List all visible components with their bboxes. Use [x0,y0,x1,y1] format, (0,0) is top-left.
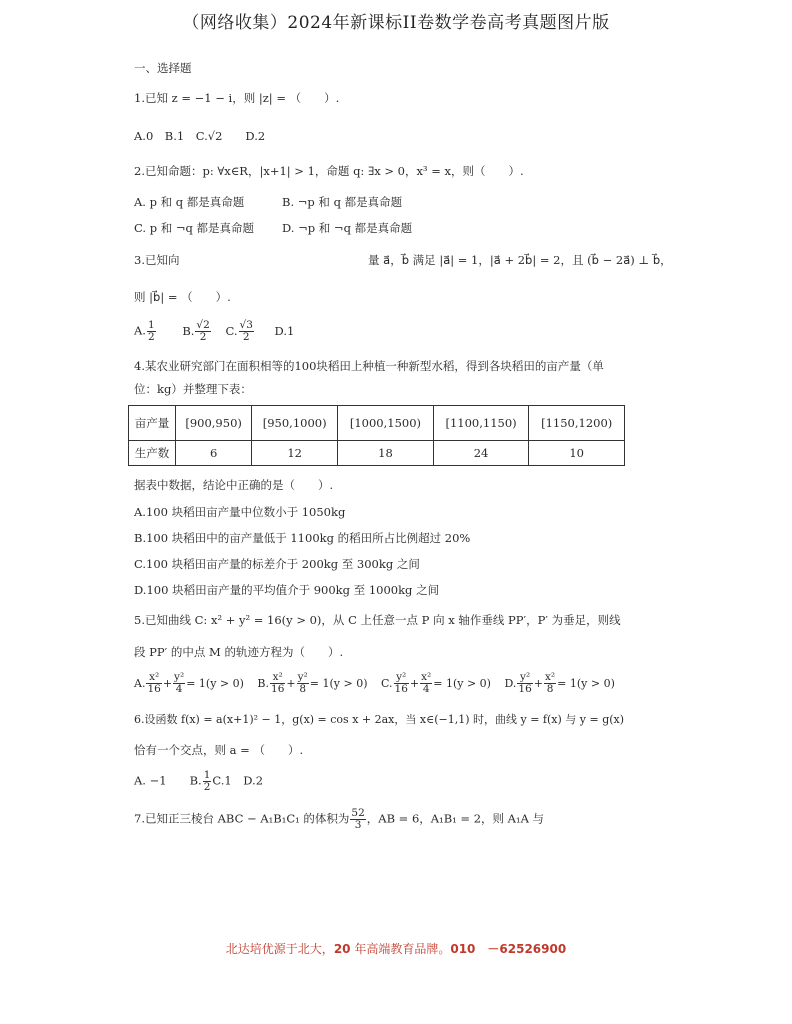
denominator: 8 [299,683,307,695]
q3-option-b-numerator: √2 [196,319,210,331]
denominator: 4 [422,683,430,695]
table-cell: 10 [529,441,625,466]
equation-tail: = 1(y > 0) [186,676,244,690]
q3-option-d: D.1 [274,323,295,338]
q4-option-a: A.100 块稻田亩产量中位数小于 1050kg [134,505,346,519]
q7-stem [134,808,544,831]
q2-option-c: C. p 和 ¬q 都是真命题 [134,221,255,235]
fraction [420,672,432,695]
numerator: y² [297,671,308,683]
q3-option-b-fraction [195,320,210,343]
q3-option-b-denominator: 2 [199,331,207,343]
q3-stem-left: 3.已知向 [134,253,180,267]
q3-option-c-numerator: √3 [239,319,253,331]
q1-options: A.0 B.1 C.√2 D.2 [134,129,266,143]
denominator: 2 [203,781,211,793]
numerator: 52 [351,807,365,819]
fraction [270,672,285,695]
q3-option-c-label: C. [225,323,238,338]
footer-text-2: 年高端教育品牌。 [350,942,451,956]
q3-option-a-numerator: 1 [147,319,155,331]
q3-option-c-fraction [239,320,254,343]
denominator: 3 [354,819,362,831]
fraction [146,672,161,695]
table-cell: [1100,1150) [433,406,529,441]
q3-option-a-fraction [147,320,156,343]
denominator: 16 [518,683,532,695]
equation-tail: = 1(y > 0) [557,676,615,690]
q5-option-a: A. $\frac{\text{x²}}{16}$ + $\frac{\text{y²}}{4}$ = 1(y > 0) [134,671,244,695]
table-cell: 18 [338,441,434,466]
q6-option-suffix: C.1 D.2 [212,773,264,788]
q6-stem-1: 6.设函数 f(x) = a(x+1)² − 1，g(x) = cos x + 2ax，当 x∈(−1,1) 时，曲线 y = f(x) 与 y = g(x) [134,713,625,726]
q5-option-c: C. $\frac{\text{y²}}{16}$ + $\frac{\text{x²}}{4}$ = 1(y > 0) [380,671,491,695]
q3-stem-right: 量 a⃗，b⃗ 满足 |a⃗| = 1，|a⃗ + 2b⃗| = 2，且 (b⃗ − 2a⃗) ⊥ b⃗， [368,253,672,267]
q4-option-c: C.100 块稻田亩产量的标差介于 200kg 至 300kg 之间 [134,557,420,571]
fraction [394,672,409,695]
q5-option-d-label: D. [504,676,517,690]
table-cell: [1000,1500) [338,406,434,441]
q5-option-d: D. $\frac{\text{y²}}{16}$ + $\frac{\text{x²}}{8}$ = 1(y > 0) [504,671,615,695]
footer-number: 20 [333,942,351,956]
table-row [129,441,625,466]
q6-option-prefix: A. −1 B. [134,773,202,788]
q5-option-c-label: C. [380,676,393,690]
numerator: x² [545,671,556,683]
q5-option-b: B. $\frac{\text{x²}}{16}$ + $\frac{\text{y²}}{8}$ = 1(y > 0) [257,671,368,695]
table-cell: [1150,1200) [529,406,625,441]
table-cell: [900,950) [176,406,252,441]
q3-option-a-denominator: 2 [147,331,155,343]
table-cell: [950,1000) [252,406,338,441]
equation-tail: = 1(y > 0) [433,676,491,690]
footer-phone: 010 －62526900 [450,942,567,956]
fraction [173,672,185,695]
q6-option-b-fraction [203,770,212,793]
q5-options [134,672,615,695]
numerator: x² [421,671,432,683]
footer-ad [0,940,792,957]
numerator: x² [270,672,285,684]
table-cell: 12 [252,441,338,466]
q3-options [134,320,294,343]
table-row [129,406,625,441]
table-cell: 6 [176,441,252,466]
numerator: y² [174,671,185,683]
q7-stem-prefix: 7.已知正三棱台 ABC − A₁B₁C₁ 的体积为 [134,811,350,826]
q4-after-table: 据表中数据，结论中正确的是（ ）. [134,478,334,492]
q7-stem-suffix: ，AB = 6，A₁B₁ = 2，则 A₁A 与 [366,811,545,826]
section-heading: 一、选择题 [134,61,192,75]
q5-stem-2: 段 PP′ 的中点 M 的轨迹方程为（ ）. [134,645,344,659]
q6-stem-2: 恰有一个交点，则 a = （ ）. [134,743,304,757]
yield-table [128,405,625,466]
numerator: x² [146,672,161,684]
q1-stem: 1.已知 z = −1 − i，则 |z| = （ ）. [134,91,340,105]
table-cell: 亩产量 [129,406,176,441]
fraction [544,672,556,695]
numerator: 1 [203,769,211,781]
q3-option-c-denominator: 2 [242,331,250,343]
table-cell: 生产数 [129,441,176,466]
page-title: （网络收集）2024年新课标II卷数学卷高考真题图片版 [182,13,610,33]
q3-stem-2: 则 |b⃗| = （ ）. [134,290,231,304]
denominator: 8 [546,683,554,695]
denominator: 16 [147,683,161,695]
denominator: 4 [175,683,183,695]
denominator: 16 [394,683,408,695]
q5-option-b-label: B. [257,676,270,690]
q7-volume-fraction [350,808,365,831]
q2-option-b: B. ¬p 和 q 都是真命题 [282,195,403,209]
q5-stem-1: 5.已知曲线 C: x² + y² = 16(y > 0)，从 C 上任意一点 P 向 x 轴作垂线 PP′，P′ 为垂足，则线 [134,613,621,627]
q3-option-a-label: A. [134,323,146,338]
numerator: y² [394,672,409,684]
q2-stem: 2.已知命题：p: ∀x∈R，|x+1| > 1，命题 q: ∃x > 0，x³ = x，则（ ）. [134,164,524,178]
equation-tail: = 1(y > 0) [309,676,368,690]
q4-stem-1: 4.某农业研究部门在面积相等的100块稻田上种植一种新型水稻，得到各块稻田的亩产量（单 [134,359,604,373]
q2-option-d: D. ¬p 和 ¬q 都是真命题 [282,221,413,235]
q6-options [134,770,263,793]
q4-option-b: B.100 块稻田中的亩产量低于 1100kg 的稻田所占比例超过 20% [134,531,471,545]
table-cell: 24 [433,441,529,466]
numerator: y² [517,672,532,684]
footer-text-1: 北达培优源于北大， [225,942,334,956]
denominator: 16 [271,683,285,695]
fraction [517,672,532,695]
exam-scan-image [124,52,672,842]
q4-option-d: D.100 块稻田亩产量的平均值介于 900kg 至 1000kg 之间 [134,583,440,597]
q4-stem-2: 位：kg）并整理下表： [134,382,252,396]
q5-option-a-label: A. [134,676,146,690]
fraction [297,672,309,695]
q3-option-b-label: B. [182,323,195,338]
q2-option-a: A. p 和 q 都是真命题 [134,195,245,209]
